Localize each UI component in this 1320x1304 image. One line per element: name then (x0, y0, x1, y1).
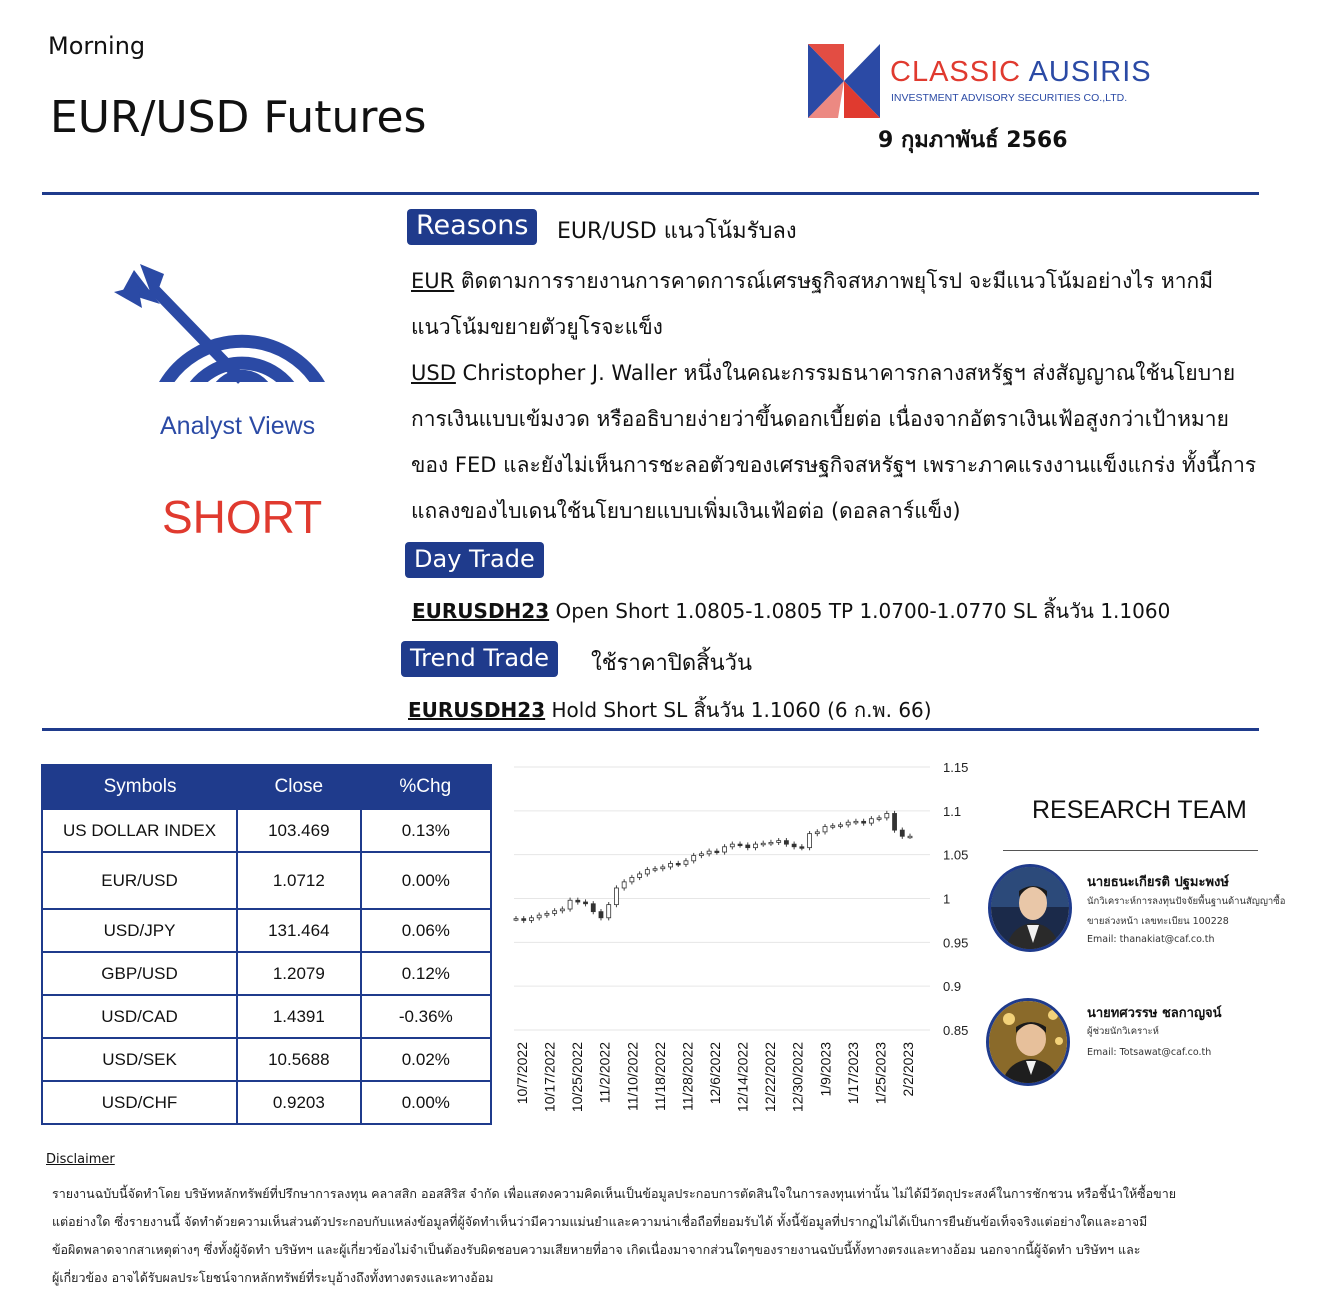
cell-chg: 0.00% (361, 852, 491, 909)
disclaimer-line-3: ข้อผิดพลาดจากสาเหตุต่างๆ ซึ่งทั้งผู้จัดทำ บริษัทฯ และผู้เกี่ยวข้องไม่จำเป็นต้องรับผิดชอบความเสียหายที่อาจ เกิดเนื่องมาจากส่วนใดๆของรายงานฉบับนี้ทั้งทางตรงและทางอ้อม นอกจากนี้ผู้จัดทำ บริษัทฯ และ (52, 1242, 1141, 1257)
table-row (42, 1081, 491, 1124)
x-tick-label: 11/10/2022 (624, 1042, 641, 1112)
disclaimer-line-4: ผู้เกี่ยวข้อง อาจได้รับผลประโยชน์จากหลักทรัพย์ที่ระบุอ้างถึงทั้งทางตรงและทางอ้อม (52, 1270, 494, 1285)
research-team-title: RESEARCH TEAM (1032, 796, 1247, 824)
analyst-views-label: Analyst Views (160, 412, 316, 440)
avatar (988, 864, 1072, 952)
candle-body (645, 870, 649, 874)
cell-chg: 0.02% (361, 1038, 491, 1081)
candle-body (723, 847, 727, 852)
candle-body (862, 821, 866, 823)
x-tick-label: 11/2/2022 (596, 1042, 613, 1104)
cell-chg: 0.12% (361, 952, 491, 995)
x-tick-label: 2/2/2023 (900, 1042, 916, 1097)
candle-body (846, 822, 850, 825)
table-row (42, 952, 491, 995)
trend-trade-text: Hold Short SL สิ้นวัน 1.1060 (6 ก.พ. 66) (545, 698, 932, 722)
page-title: EUR/USD Futures (50, 92, 427, 143)
candle-body (877, 818, 881, 820)
cell-close: 1.4391 (237, 995, 361, 1038)
usd-reason-line-2: การเงินแบบเข้มงวด หรืออธิบายง่ายว่าขึ้นดอกเบี้ยต่อ เนื่องจากอัตราเงินเฟ้อสูงกว่าเป้าหมาย (411, 407, 1229, 431)
candle-body (854, 821, 858, 823)
candle-body (576, 900, 580, 902)
cell-chg: 0.06% (361, 909, 491, 952)
target-arrow-icon (112, 262, 332, 402)
session-label: Morning (48, 32, 146, 60)
y-tick-label: 1 (943, 891, 951, 907)
candle-body (893, 813, 897, 830)
member-1-email: Email: thanakiat@caf.co.th (1087, 934, 1215, 945)
candle-body (707, 851, 711, 854)
day-trade-symbol: EURUSDH23 (412, 599, 550, 623)
company-name (890, 56, 1152, 89)
disclaimer-line-1: รายงานฉบับนี้จัดทำโดย บริษัทหลักทรัพย์ที่ปรึกษาการลงทุน คลาสสิก ออสสิริส จำกัด เพื่อแสดงความคิดเห็นเป็นข้อมูลประกอบการตัดสินใจในการลงทุนเท่านั้น ไม่ได้มีวัตถุประสงค์ในการชักชวน หรือชี้นำให้ซื้อขาย (52, 1186, 1177, 1201)
cell-symbol: USD/CAD (42, 995, 237, 1038)
candle-body (630, 877, 634, 881)
company-name-part2: AUSIRIS (1028, 56, 1152, 88)
candle-body (669, 863, 673, 867)
x-tick-label: 12/14/2022 (734, 1042, 751, 1113)
member-1-name: นายธนะเกียรติ ปฐมะพงษ์ (1087, 875, 1229, 890)
eur-text-1: ติดตามการรายงานการคาดการณ์เศรษฐกิจสหภาพยุโรป จะมีแนวโน้มอย่างไร หากมี (454, 269, 1214, 293)
candle-body (869, 819, 873, 823)
candle-body (761, 843, 765, 845)
usd-text-1: Christopher J. Waller หนึ่งในคณะกรรมธนาคารกลางสหรัฐฯ ส่งสัญญาณใช้นโยบาย (455, 361, 1236, 385)
candle-body (568, 900, 572, 909)
x-tick-label: 11/18/2022 (651, 1042, 668, 1112)
candle-body (537, 915, 541, 918)
candle-body (545, 913, 549, 915)
member-1-role-1: นักวิเคราะห์การลงทุนปัจจัยพื้นฐานด้านสัญญาซื้อ (1087, 896, 1286, 907)
candle-body (885, 813, 889, 817)
candle-body (638, 874, 642, 878)
candle-body (591, 904, 595, 912)
candle-body (815, 832, 819, 834)
cell-close: 0.9203 (237, 1081, 361, 1124)
candle-body (738, 844, 742, 846)
candle-body (584, 902, 588, 904)
x-tick-label: 12/22/2022 (762, 1042, 779, 1113)
member-2-email: Email: Totsawat@caf.co.th (1087, 1047, 1212, 1058)
candle-body (753, 844, 757, 848)
trend-trade-line (408, 694, 932, 726)
cell-close: 1.0712 (237, 852, 361, 909)
cell-close: 131.464 (237, 909, 361, 952)
candle-body (784, 841, 788, 845)
table-row (42, 852, 491, 909)
x-tick-label: 10/7/2022 (514, 1042, 530, 1105)
person-photo-icon (991, 867, 1072, 952)
day-trade-line (412, 595, 1170, 627)
table-row (42, 909, 491, 952)
candle-body (746, 845, 750, 848)
candle-body (908, 836, 912, 838)
y-tick-label: 1.05 (943, 847, 969, 863)
avatar (986, 998, 1070, 1086)
cell-symbol: USD/SEK (42, 1038, 237, 1081)
table-row (42, 995, 491, 1038)
fx-quotes-table (41, 764, 492, 1125)
cell-symbol: USD/CHF (42, 1081, 237, 1124)
divider-middle (42, 728, 1259, 731)
cell-close: 10.5688 (237, 1038, 361, 1081)
candle-body (529, 918, 533, 921)
disclaimer-text (52, 1180, 1292, 1292)
candle-body (769, 842, 773, 844)
candle-body (808, 834, 812, 848)
candle-body (730, 844, 734, 847)
candle-body (715, 851, 719, 853)
candle-body (560, 909, 564, 911)
candle-body (653, 869, 657, 871)
y-tick-label: 1.15 (943, 760, 969, 775)
x-tick-label: 10/25/2022 (569, 1042, 586, 1113)
table-header-row (42, 765, 491, 809)
disclaimer-heading: Disclaimer (46, 1152, 115, 1167)
candle-body (800, 847, 804, 849)
candle-body (599, 912, 603, 918)
reasons-summary: EUR/USD แนวโน้มรับลง (557, 219, 797, 244)
company-logo-icon (808, 44, 880, 118)
x-tick-label: 10/17/2022 (541, 1042, 558, 1113)
candle-body (676, 863, 680, 865)
candle-body (684, 861, 688, 865)
report-date: 9 กุมภาพันธ์ 2566 (878, 128, 1068, 153)
cell-symbol: GBP/USD (42, 952, 237, 995)
eur-tag: EUR (411, 269, 455, 293)
candle-body (900, 830, 904, 836)
eur-reason (411, 258, 1311, 534)
candle-body (699, 854, 703, 856)
usd-reason-line-3: ของ FED และยังไม่เห็นการชะลอตัวของเศรษฐกิจสหรัฐฯ เพราะภาคแรงงานแข็งแกร่ง ทั้งนี้การ (411, 453, 1257, 477)
x-tick-label: 1/17/2023 (844, 1042, 861, 1105)
cell-close: 1.2079 (237, 952, 361, 995)
x-tick-label: 1/9/2023 (817, 1042, 834, 1097)
day-trade-text: Open Short 1.0805-1.0805 TP 1.0700-1.0770 SL สิ้นวัน 1.1060 (549, 599, 1171, 623)
x-tick-label: 12/6/2022 (707, 1042, 723, 1105)
company-subtitle: INVESTMENT ADVISORY SECURITIES CO.,LTD. (891, 92, 1128, 104)
x-tick-label: 11/28/2022 (679, 1042, 696, 1112)
person-photo-icon (989, 1001, 1070, 1086)
cell-chg: 0.00% (361, 1081, 491, 1124)
candle-body (607, 905, 611, 918)
y-tick-label: 0.95 (943, 935, 969, 951)
member-1-role-2: ขายล่วงหน้า เลขทะเบียน 100228 (1087, 916, 1229, 927)
disclaimer-line-2: แต่อย่างใด ซึ่งรายงานนี้ จัดทำด้วยความเห็นส่วนตัวประกอบกับแหล่งข้อมูลที่ผู้จัดทำเห็นว่ามีความแม่นยำและความน่าเชื่อถือที่ยอมรับได้ ทั้งนี้ข้อมูลที่ปรากฏไม่ได้เป็นการยืนยันข้อเท็จจริงแต่อย่างใดและอาจมี (52, 1214, 1148, 1229)
cell-symbol: US DOLLAR INDEX (42, 809, 237, 852)
candle-body (777, 841, 781, 843)
candle-body (792, 844, 796, 847)
candle-body (823, 827, 827, 832)
y-tick-label: 0.9 (943, 979, 962, 995)
x-tick-label: 12/30/2022 (789, 1042, 806, 1113)
col-header-chg: %Chg (361, 765, 491, 809)
candle-body (553, 911, 557, 914)
usd-reason-line-1 (411, 350, 1311, 396)
candle-body (522, 919, 526, 921)
member-2-name: นายทศวรรษ ชลกาญจน์ (1087, 1006, 1222, 1021)
y-tick-label: 1.1 (943, 803, 962, 819)
eur-reason-line-1 (411, 258, 1311, 304)
trend-trade-symbol: EURUSDH23 (408, 698, 546, 722)
usd-reason-line-4: แถลงของไบเดนใช้นโยบายแบบเพิ่มเงินเฟ้อต่อ (ดอลลาร์แข็ง) (411, 499, 961, 523)
cell-symbol: EUR/USD (42, 852, 237, 909)
cell-close: 103.469 (237, 809, 361, 852)
candle-body (622, 882, 626, 888)
col-header-symbols: Symbols (42, 765, 237, 809)
divider-top (42, 192, 1259, 195)
trend-trade-heading: Trend Trade (401, 641, 558, 677)
company-name-part1: CLASSIC (890, 56, 1029, 88)
eur-reason-line-2: แนวโน้มขยายตัวยูโรจะแข็ง (411, 315, 663, 339)
table-row (42, 1038, 491, 1081)
trend-trade-note: ใช้ราคาปิดสิ้นวัน (591, 651, 753, 676)
reasons-heading: Reasons (407, 209, 537, 245)
cell-chg: 0.13% (361, 809, 491, 852)
usd-tag: USD (411, 361, 456, 385)
eurusd-price-chart (500, 750, 980, 1130)
member-2-role-1: ผู้ช่วยนักวิเคราะห์ (1087, 1026, 1159, 1037)
research-team-divider (1003, 850, 1258, 851)
cell-symbol: USD/JPY (42, 909, 237, 952)
analyst-view-signal: SHORT (162, 491, 323, 543)
candle-body (614, 888, 618, 905)
day-trade-heading: Day Trade (405, 542, 544, 578)
candle-body (514, 919, 518, 921)
candle-body (661, 867, 665, 869)
x-tick-label: 1/25/2023 (872, 1042, 889, 1105)
col-header-close: Close (237, 765, 361, 809)
table-row (42, 809, 491, 852)
y-tick-label: 0.85 (943, 1023, 969, 1038)
cell-chg: -0.36% (361, 995, 491, 1038)
candle-body (831, 826, 835, 828)
candle-body (692, 856, 696, 861)
candle-body (838, 825, 842, 827)
